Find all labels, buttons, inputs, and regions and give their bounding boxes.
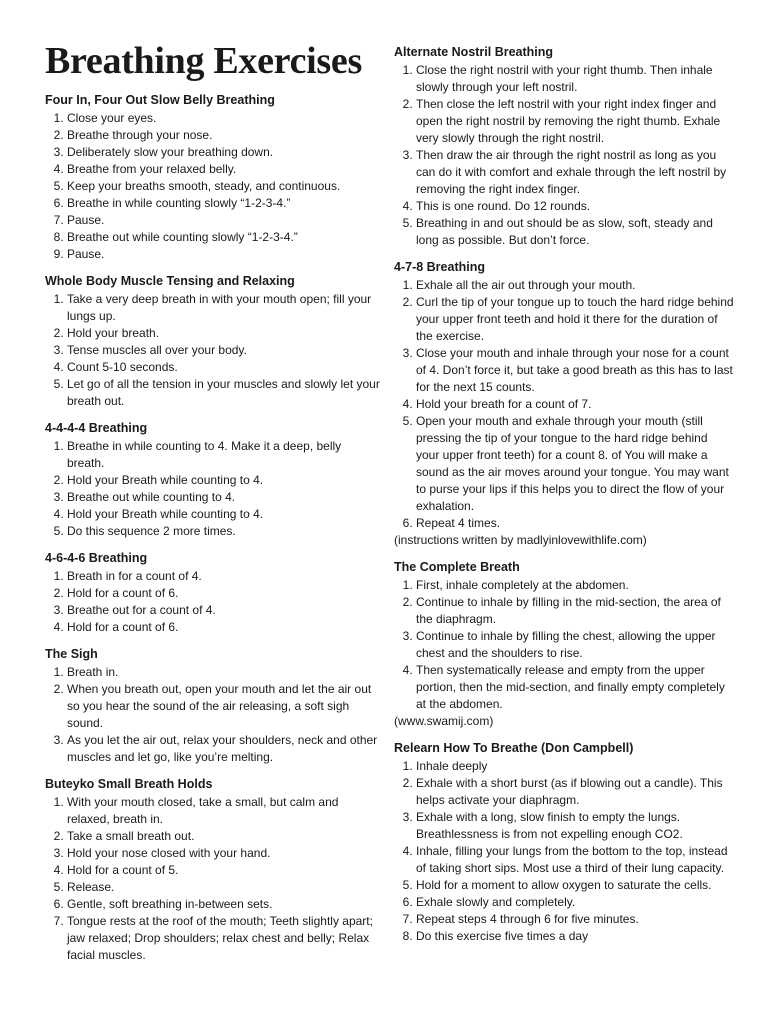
step-item: 1. Take a very deep breath in with your mouth open; fill your lungs up.: [67, 291, 380, 325]
section-alternate-nostril-breathing: [394, 44, 734, 249]
step-item: 4. Inhale, filling your lungs from the bottom to the top, instead of taking short sips. Most use a third of their lung capacity.: [416, 843, 734, 877]
section-heading: Four In, Four Out Slow Belly Breathing: [45, 93, 275, 107]
section-heading: 4-4-4-4 Breathing: [45, 421, 148, 435]
step-item: 2. Exhale with a short burst (as if blowing out a candle). This helps activate your diaphragm.: [416, 775, 734, 809]
step-item: 7. Repeat steps 4 through 6 for five minutes.: [416, 911, 734, 928]
step-item: 1. Close the right nostril with your right thumb. Then inhale slowly through your left nostril.: [416, 62, 734, 96]
section-4-6-4-6-breathing: [45, 550, 380, 636]
section-4-4-4-4-breathing: [45, 420, 380, 540]
section-the-sigh: [45, 646, 380, 766]
step-list: [394, 758, 734, 945]
step-list: [45, 438, 380, 540]
step-item: 6. Repeat 4 times.: [416, 515, 734, 532]
step-list: [394, 277, 734, 532]
section-heading: The Complete Breath: [394, 560, 520, 574]
step-item: 1. Close your eyes.: [67, 110, 380, 127]
step-item: 5. Let go of all the tension in your muscles and slowly let your breath out.: [67, 376, 380, 410]
step-item: 1. With your mouth closed, take a small, but calm and relaxed, breath in.: [67, 794, 380, 828]
step-item: 5. Open your mouth and exhale through your mouth (still pressing the tip of your tongue to the hard ridge behind your upper front teeth) for a count 8. of You will make a sound as the air moves around your tongue. You may want to purse your lips if this helps you to direct the flow of your exhalation.: [416, 413, 734, 515]
right-sections: [394, 44, 734, 945]
step-list: [45, 664, 380, 766]
step-item: 1. Breath in for a count of 4.: [67, 568, 380, 585]
step-item: 1. Breathe in while counting to 4. Make it a deep, belly breath.: [67, 438, 380, 472]
section-the-complete-breath: [394, 559, 734, 730]
section-buteyko-small-breath-holds: [45, 776, 380, 964]
step-item: 2. Curl the tip of your tongue up to touch the hard ridge behind your upper front teeth and hold it there for the duration of the exercise.: [416, 294, 734, 345]
right-column: [394, 44, 734, 955]
step-item: 3. As you let the air out, relax your shoulders, neck and other muscles and let go, like you’re melting.: [67, 732, 380, 766]
step-item: 3. Hold your nose closed with your hand.: [67, 845, 380, 862]
source-note: (instructions written by madlyinlovewithlife.com): [394, 533, 647, 547]
source-note: (www.swamij.com): [394, 714, 494, 728]
step-item: 4. Count 5-10 seconds.: [67, 359, 380, 376]
step-item: 2. Then close the left nostril with your right index finger and open the right nostril by removing the right thumb. Exhale very slowly through the right nostril.: [416, 96, 734, 147]
step-item: 2. Hold for a count of 6.: [67, 585, 380, 602]
step-item: 4. Hold your breath for a count of 7.: [416, 396, 734, 413]
step-item: 7. Pause.: [67, 212, 380, 229]
section-heading: Alternate Nostril Breathing: [394, 45, 554, 59]
step-item: 4. Hold your Breath while counting to 4.: [67, 506, 380, 523]
step-item: 3. Deliberately slow your breathing down.: [67, 144, 380, 161]
step-item: 8. Breathe out while counting slowly “1-2-3-4.”: [67, 229, 380, 246]
step-item: 4. Hold for a count of 5.: [67, 862, 380, 879]
step-list: [45, 110, 380, 263]
step-item: 5. Hold for a moment to allow oxygen to saturate the cells.: [416, 877, 734, 894]
left-sections: [45, 92, 380, 964]
step-list: [45, 291, 380, 410]
step-item: 8. Do this exercise five times a day: [416, 928, 734, 945]
section-heading: 4-6-4-6 Breathing: [45, 551, 148, 565]
step-list: [394, 62, 734, 249]
step-item: 2. Hold your breath.: [67, 325, 380, 342]
step-item: 6. Exhale slowly and completely.: [416, 894, 734, 911]
step-item: 1. First, inhale completely at the abdomen.: [416, 577, 734, 594]
step-list: [45, 568, 380, 636]
step-item: 7. Tongue rests at the roof of the mouth; Teeth slightly apart; jaw relaxed; Drop shoulders; relax chest and belly; Relax facial muscles.: [67, 913, 380, 964]
step-item: 2. Hold your Breath while counting to 4.: [67, 472, 380, 489]
section-heading: Whole Body Muscle Tensing and Relaxing: [45, 274, 295, 288]
step-item: 1. Exhale all the air out through your mouth.: [416, 277, 734, 294]
step-item: 3. Close your mouth and inhale through your nose for a count of 4. Don’t force it, but take a good breath as this has to last for the next 15 counts.: [416, 345, 734, 396]
step-item: 4. Hold for a count of 6.: [67, 619, 380, 636]
step-item: 1. Breath in.: [67, 664, 380, 681]
step-item: 1. Inhale deeply: [416, 758, 734, 775]
section-heading: Relearn How To Breathe (Don Campbell): [394, 741, 634, 755]
section-four-in-four-out-slow-belly-breathing: [45, 92, 380, 263]
step-item: 6. Gentle, soft breathing in-between sets.: [67, 896, 380, 913]
left-column: [45, 38, 380, 974]
step-item: 2. Continue to inhale by filling in the mid-section, the area of the diaphragm.: [416, 594, 734, 628]
step-item: 2. When you breath out, open your mouth and let the air out so you hear the sound of the air releasing, a soft sigh sound.: [67, 681, 380, 732]
page-title: Breathing Exercises: [45, 40, 362, 82]
step-item: 5. Breathing in and out should be as slow, soft, steady and long as possible. But don’t force.: [416, 215, 734, 249]
step-item: 2. Breathe through your nose.: [67, 127, 380, 144]
step-item: 3. Breathe out for a count of 4.: [67, 602, 380, 619]
step-item: 3. Exhale with a long, slow finish to empty the lungs. Breathlessness is from not expelling enough CO2.: [416, 809, 734, 843]
step-item: 3. Tense muscles all over your body.: [67, 342, 380, 359]
step-item: 9. Pause.: [67, 246, 380, 263]
section-4-7-8-breathing: [394, 259, 734, 549]
section-heading: Buteyko Small Breath Holds: [45, 777, 213, 791]
section-relearn-how-to-breathe-don-campbell: [394, 740, 734, 945]
step-item: 3. Continue to inhale by filling the chest, allowing the upper chest and the shoulders to rise.: [416, 628, 734, 662]
step-item: 4. Then systematically release and empty from the upper portion, then the mid-section, and finally empty completely at the abdomen.: [416, 662, 734, 713]
step-item: 4. Breathe from your relaxed belly.: [67, 161, 380, 178]
step-item: 5. Do this sequence 2 more times.: [67, 523, 380, 540]
step-item: 5. Release.: [67, 879, 380, 896]
step-list: [394, 577, 734, 713]
section-heading: The Sigh: [45, 647, 98, 661]
step-item: 3. Then draw the air through the right nostril as long as you can do it with comfort and exhale through the left nostril by removing the right index finger.: [416, 147, 734, 198]
step-list: [45, 794, 380, 964]
step-item: 3. Breathe out while counting to 4.: [67, 489, 380, 506]
step-item: 2. Take a small breath out.: [67, 828, 380, 845]
section-whole-body-muscle-tensing-and-relaxing: [45, 273, 380, 410]
step-item: 5. Keep your breaths smooth, steady, and continuous.: [67, 178, 380, 195]
step-item: 6. Breathe in while counting slowly “1-2-3-4.”: [67, 195, 380, 212]
section-heading: 4-7-8 Breathing: [394, 260, 485, 274]
step-item: 4. This is one round. Do 12 rounds.: [416, 198, 734, 215]
